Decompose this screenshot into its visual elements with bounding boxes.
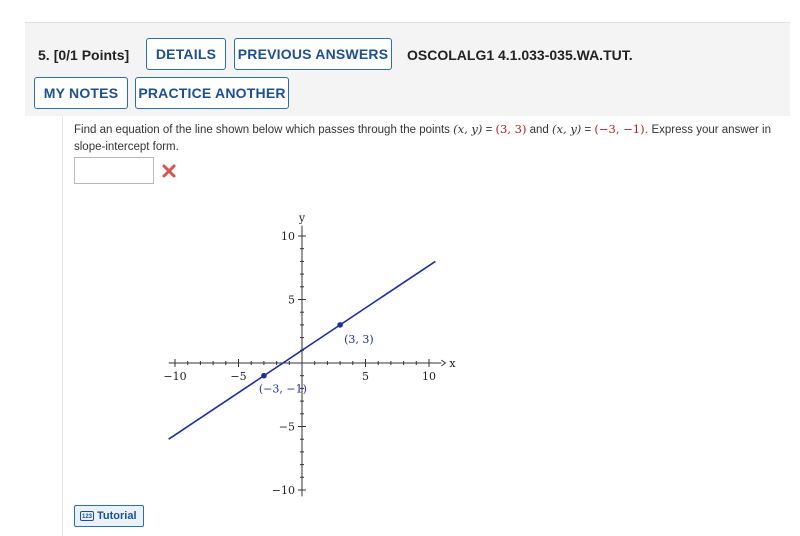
x-tick-label: −5 <box>230 370 247 383</box>
line-graph <box>145 200 465 500</box>
question-number: 5. [0/1 Points] <box>38 47 130 63</box>
point-b-label: (−3, −1) <box>258 382 307 396</box>
y-tick-label: −10 <box>271 484 295 497</box>
y-tick-label: 10 <box>281 230 295 243</box>
point-a-marker <box>337 322 343 328</box>
details-button[interactable]: DETAILS <box>146 38 226 70</box>
question-code: OSCOLALG1 4.1.033-035.WA.TUT. <box>407 47 633 63</box>
point-b-marker <box>261 373 267 379</box>
y-axis-label: y <box>298 211 306 225</box>
x-axis-arrow <box>441 360 445 366</box>
x-axis-label: x <box>449 357 456 370</box>
tutorial-icon: 123 <box>80 511 94 521</box>
y-tick-label: −5 <box>278 420 295 434</box>
previous-answers-button[interactable]: PREVIOUS ANSWERS <box>234 38 392 70</box>
y-tick-label: 5 <box>288 293 295 307</box>
x-tick-label: −10 <box>163 370 187 383</box>
x-tick-label: 5 <box>362 370 369 383</box>
tutorial-label: Tutorial <box>97 510 137 522</box>
practice-another-button[interactable]: PRACTICE ANOTHER <box>135 77 289 109</box>
question-prompt: Find an equation of the line shown below which passes through the points (x, y) = (3, 3) and (x, y) = (−3, −1). Express your answer in slope-intercept form. <box>74 122 772 153</box>
my-notes-button[interactable]: MY NOTES <box>34 77 128 109</box>
left-margin <box>25 116 62 536</box>
x-tick-label: 10 <box>422 370 436 383</box>
point-a-label: (3, 3) <box>344 332 374 346</box>
answer-input[interactable] <box>74 157 154 184</box>
incorrect-x-icon <box>161 163 177 179</box>
points-status: [0/1 Points] <box>53 47 130 63</box>
question-header <box>25 22 790 118</box>
